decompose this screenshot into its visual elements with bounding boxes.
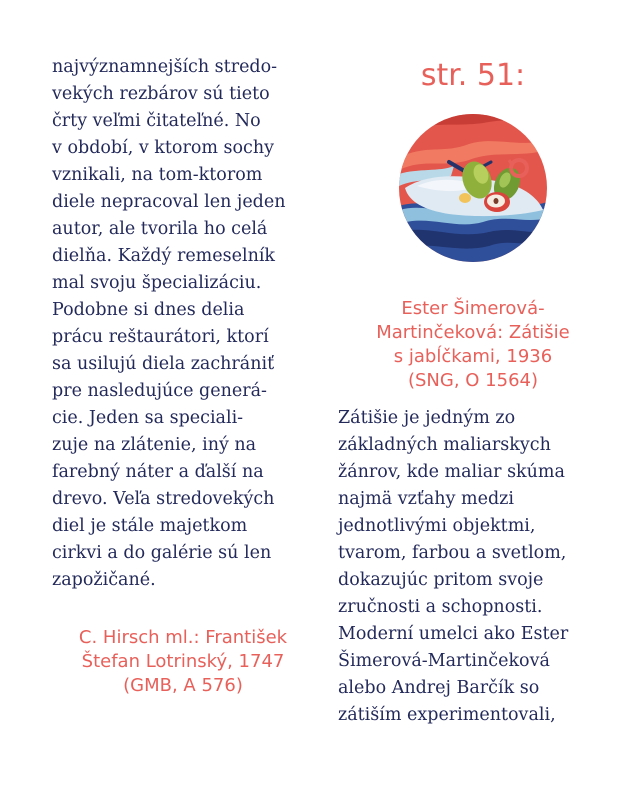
caption-line: C. Hirsch ml.: František: [78, 627, 288, 648]
text-line: dielňa. Každý remeselník: [52, 246, 276, 266]
text-line: žánrov, kde maliar skúma: [338, 462, 565, 482]
text-line: vznikali, na tom-ktorom: [52, 165, 263, 185]
artwork-caption-right: [338, 297, 608, 393]
left-column: [52, 54, 314, 698]
text-line: alebo Andrej Barčík so: [338, 678, 540, 698]
text-line: najmä vzťahy medzi: [338, 489, 514, 509]
text-line: Moderní umelci ako Ester: [338, 624, 569, 644]
text-line: vekých rezbárov sú tieto: [52, 84, 270, 104]
right-paragraph: [338, 405, 608, 729]
text-line: pre nasledujúce generá-: [52, 381, 267, 401]
text-line: sa usilujú diela zachrániť: [52, 354, 275, 374]
artwork-caption-left: [52, 626, 314, 698]
text-line: diel je stále majetkom: [52, 516, 248, 536]
caption-line: (GMB, A 576): [123, 675, 243, 696]
text-line: zručnosti a schopnosti.: [338, 597, 543, 617]
text-line: zuje na zlátenie, iný na: [52, 435, 257, 455]
text-line: Zátišie je jedným zo: [338, 408, 516, 428]
text-line: drevo. Veľa stredovekých: [52, 489, 275, 509]
caption-line: Martinčeková: Zátišie: [376, 322, 570, 343]
text-line: Šimerová-Martinčeková: [338, 651, 550, 671]
text-line: jednotlivými objektmi,: [338, 516, 536, 536]
text-line: tvarom, farbou a svetlom,: [338, 543, 567, 563]
text-line: dokazujúc pritom svoje: [338, 570, 544, 590]
text-line: črty veľmi čitateľné. No: [52, 111, 261, 131]
text-line: základných maliarskych: [338, 435, 551, 455]
text-line: zapožičané.: [52, 570, 156, 590]
artwork-thumbnail: [338, 114, 608, 264]
text-line: v období, v ktorom sochy: [52, 138, 275, 158]
text-line: najvýznamnejších stredo-: [52, 57, 278, 77]
text-line: zátiším experimentovali,: [338, 705, 556, 725]
text-line: farebný náter a ďalší na: [52, 462, 264, 482]
right-column: [338, 54, 608, 729]
text-line: diele nepracoval len jeden: [52, 192, 286, 212]
left-paragraph: [52, 54, 314, 594]
text-line: mal svoju špecializáciu.: [52, 273, 262, 293]
text-line: Podobne si dnes delia: [52, 300, 245, 320]
text-line: cirkvi a do galérie sú len: [52, 543, 272, 563]
text-line: autor, ale tvorila ho celá: [52, 219, 268, 239]
caption-line: Ester Šimerová-: [401, 298, 545, 319]
still-life-apples-thumbnail-icon: [399, 114, 547, 262]
text-line: cie. Jeden sa speciali-: [52, 408, 244, 428]
page-reference: str. 51:: [420, 58, 526, 93]
caption-line: s jabĺčkami, 1936: [393, 346, 553, 367]
text-line: prácu reštaurátori, ktorí: [52, 327, 269, 347]
caption-line: Štefan Lotrinský, 1747: [81, 651, 285, 672]
caption-line: (SNG, O 1564): [407, 370, 539, 391]
